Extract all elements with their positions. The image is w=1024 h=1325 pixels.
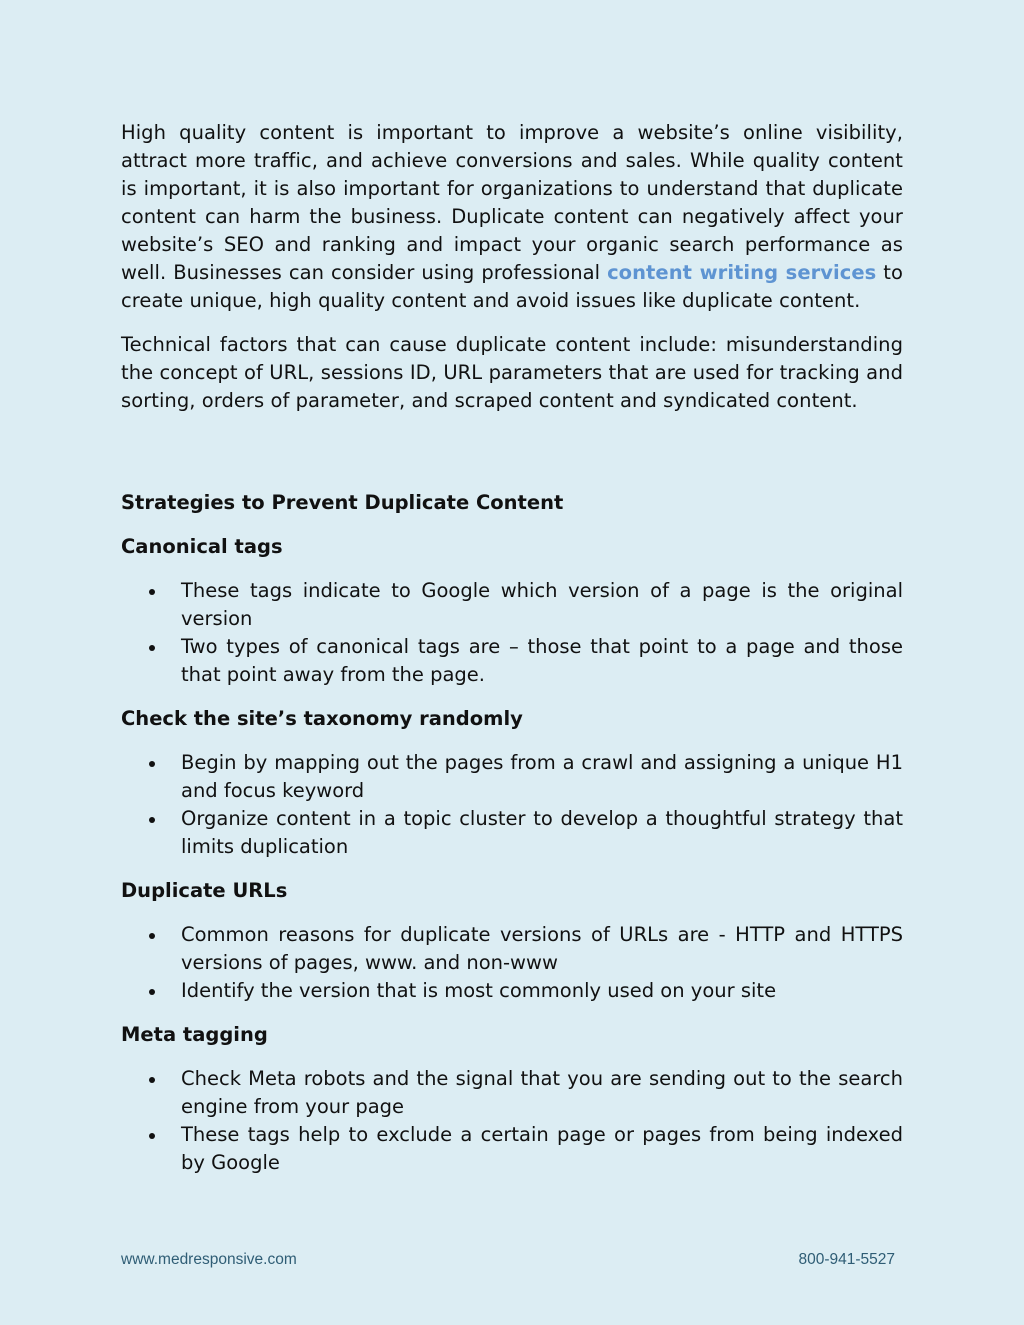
- list-item: [181, 977, 903, 1005]
- list-item: [181, 1065, 903, 1121]
- intro-p1-text-after: to create unique, high quality content and avoid issues like duplicate content.: [121, 261, 903, 312]
- bullet-list-meta-tagging: [121, 1065, 903, 1177]
- list-item: [181, 577, 903, 633]
- footer-phone: 800-941-5527: [798, 1251, 895, 1268]
- content-writing-services-link[interactable]: content writing services: [607, 261, 877, 284]
- section-heading-meta-tagging: Meta tagging: [121, 1023, 268, 1046]
- list-item-text: Two types of canonical tags are – those that point to a page and those that point away from the page.: [181, 635, 903, 686]
- bullet-dot-icon: [149, 1133, 155, 1139]
- bullet-dot-icon: [149, 645, 155, 651]
- bullet-list-canonical: [121, 577, 903, 689]
- list-item: [181, 633, 903, 689]
- list-item-text: Identify the version that is most commonly used on your site: [181, 979, 777, 1002]
- list-item-text: These tags indicate to Google which version of a page is the original version: [181, 579, 903, 630]
- list-item: [181, 805, 903, 861]
- bullet-list-taxonomy: [121, 749, 903, 861]
- list-item-text: Organize content in a topic cluster to develop a thoughtful strategy that limits duplication: [181, 807, 903, 858]
- intro-paragraph-2: Technical factors that can cause duplicate content include: misunderstanding the concept of URL, sessions ID, URL parameters that are used for tracking and sorting, orders of parameter, and scraped content and syndicated content.: [121, 333, 903, 412]
- footer-website-link[interactable]: www.medresponsive.com: [121, 1251, 297, 1268]
- section-heading-canonical: Canonical tags: [121, 535, 283, 558]
- bullet-list-duplicate-urls: [121, 921, 903, 1005]
- bullet-dot-icon: [149, 1077, 155, 1083]
- main-heading: Strategies to Prevent Duplicate Content: [121, 491, 564, 514]
- list-item: [181, 1121, 903, 1177]
- bullet-dot-icon: [149, 817, 155, 823]
- bullet-dot-icon: [149, 989, 155, 995]
- section-spacer: [121, 431, 903, 489]
- document-body: [121, 119, 903, 1193]
- list-item: [181, 749, 903, 805]
- bullet-dot-icon: [149, 761, 155, 767]
- bullet-dot-icon: [149, 589, 155, 595]
- intro-paragraph-1: [121, 119, 903, 315]
- bullet-dot-icon: [149, 933, 155, 939]
- list-item-text: Check Meta robots and the signal that you are sending out to the search engine from your page: [181, 1067, 903, 1118]
- section-heading-duplicate-urls: Duplicate URLs: [121, 879, 288, 902]
- list-item-text: These tags help to exclude a certain page or pages from being indexed by Google: [181, 1123, 903, 1174]
- list-item: [181, 921, 903, 977]
- list-item-text: Begin by mapping out the pages from a crawl and assigning a unique H1 and focus keyword: [181, 751, 903, 802]
- intro-p1-text-before: High quality content is important to improve a website’s online visibility, attract more traffic, and achieve conversions and sales. While quality content is important, it is also important for organizations to understand that duplicate content can harm the business. Duplicate content can negatively affect your website’s SEO and ranking and impact your organic search performance as well. Businesses can consider using professional: [121, 121, 903, 284]
- section-heading-taxonomy: Check the site’s taxonomy randomly: [121, 707, 523, 730]
- list-item-text: Common reasons for duplicate versions of URLs are - HTTP and HTTPS versions of pages, www. and non-www: [181, 923, 903, 974]
